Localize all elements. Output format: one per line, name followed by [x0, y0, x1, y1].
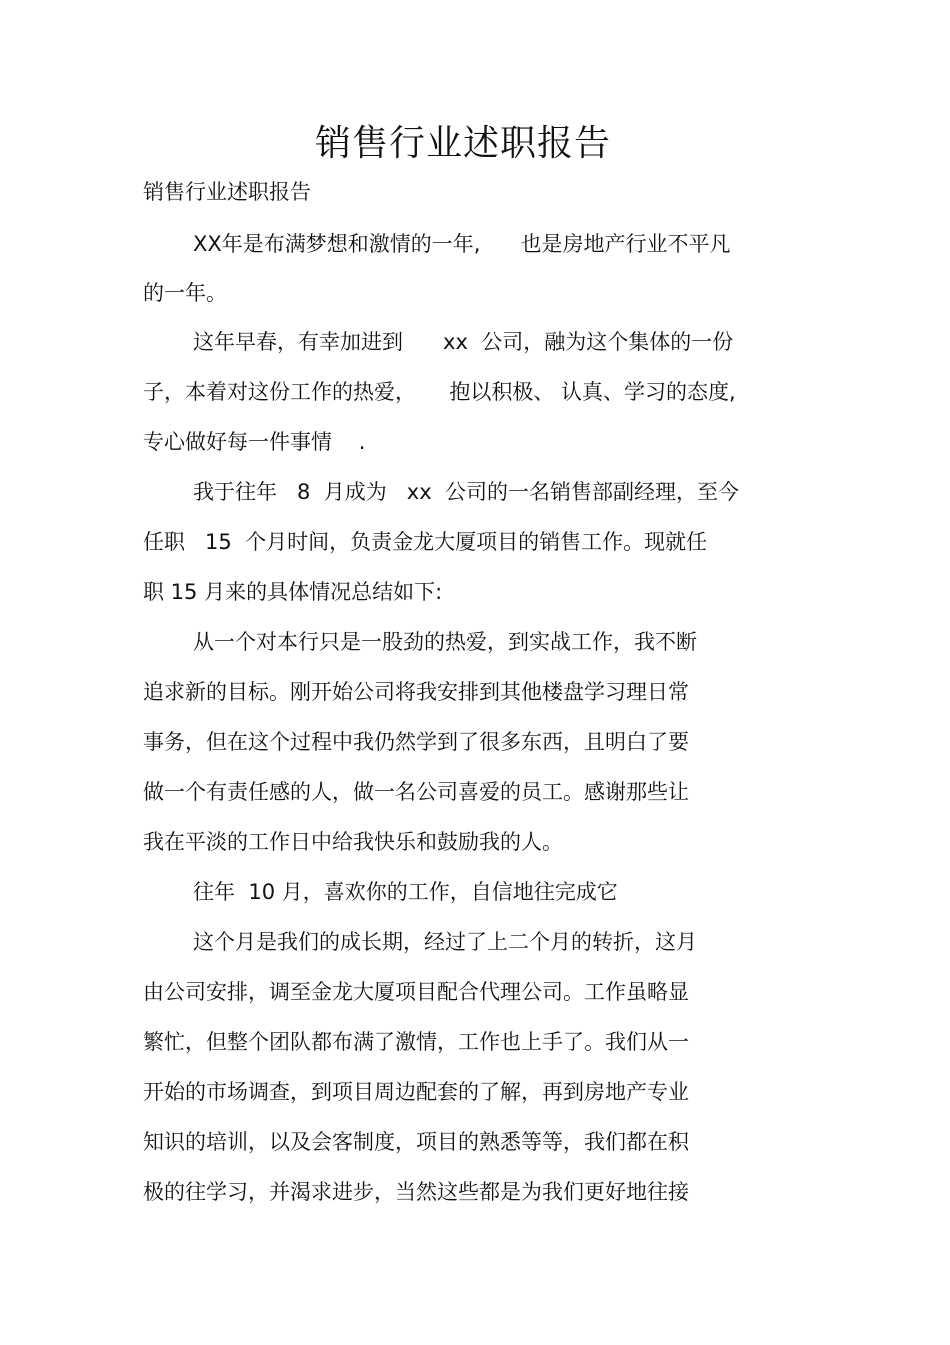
- paragraph-line: 从一个对本行只是一股劲的热爱，到实战工作，我不断: [193, 630, 697, 654]
- paragraph-line: 职 15 月来的具体情况总结如下:: [143, 580, 443, 604]
- paragraph-line: 我于往年 8 月成为 xx 公司的一名销售部副经理，至今: [193, 480, 739, 504]
- document-title: 销售行业述职报告: [314, 123, 611, 164]
- paragraph-line: 知识的培训，以及会客制度，项目的熟悉等等，我们都在积: [143, 1130, 689, 1154]
- paragraph-line: 这年早春，有幸加进到 xx 公司，融为这个集体的一份: [193, 330, 734, 354]
- paragraph-line: 事务，但在这个过程中我仍然学到了很多东西，且明白了要: [143, 730, 689, 754]
- paragraph-line: 这个月是我们的成长期，经过了上二个月的转折，这月: [193, 930, 697, 954]
- paragraph-line: 我在平淡的工作日中给我快乐和鼓励我的人。: [143, 830, 563, 854]
- paragraph-line: 由公司安排，调至金龙大厦项目配合代理公司。工作虽略显: [143, 980, 689, 1004]
- paragraph-line: 追求新的目标。刚开始公司将我安排到其他楼盘学习理日常: [143, 680, 689, 704]
- paragraph-line: 子，本着对这份工作的热爱， 抱以积极、 认真、学习的态度,: [143, 380, 736, 404]
- paragraph-line: 专心做好每一件事情 .: [143, 430, 366, 454]
- paragraph-line: 做一个有责任感的人，做一名公司喜爱的员工。感谢那些让: [143, 780, 689, 804]
- paragraph-line: 往年 10 月，喜欢你的工作，自信地往完成它: [193, 880, 618, 904]
- paragraph-line: XX年是布满梦想和激情的一年, 也是房地产行业不平凡: [193, 232, 731, 256]
- paragraph-line: 的一年。: [143, 281, 227, 305]
- paragraph-line: 开始的市场调查，到项目周边配套的了解，再到房地产专业: [143, 1080, 689, 1104]
- paragraph-line: 繁忙，但整个团队都布满了激情，工作也上手了。我们从一: [143, 1030, 689, 1054]
- paragraph-line: 极的往学习，并渴求进步，当然这些都是为我们更好地往接: [143, 1180, 689, 1204]
- document-subtitle: 销售行业述职报告: [143, 180, 311, 204]
- paragraph-line: 任职 15 个月时间，负责金龙大厦项目的销售工作。现就任: [143, 530, 708, 554]
